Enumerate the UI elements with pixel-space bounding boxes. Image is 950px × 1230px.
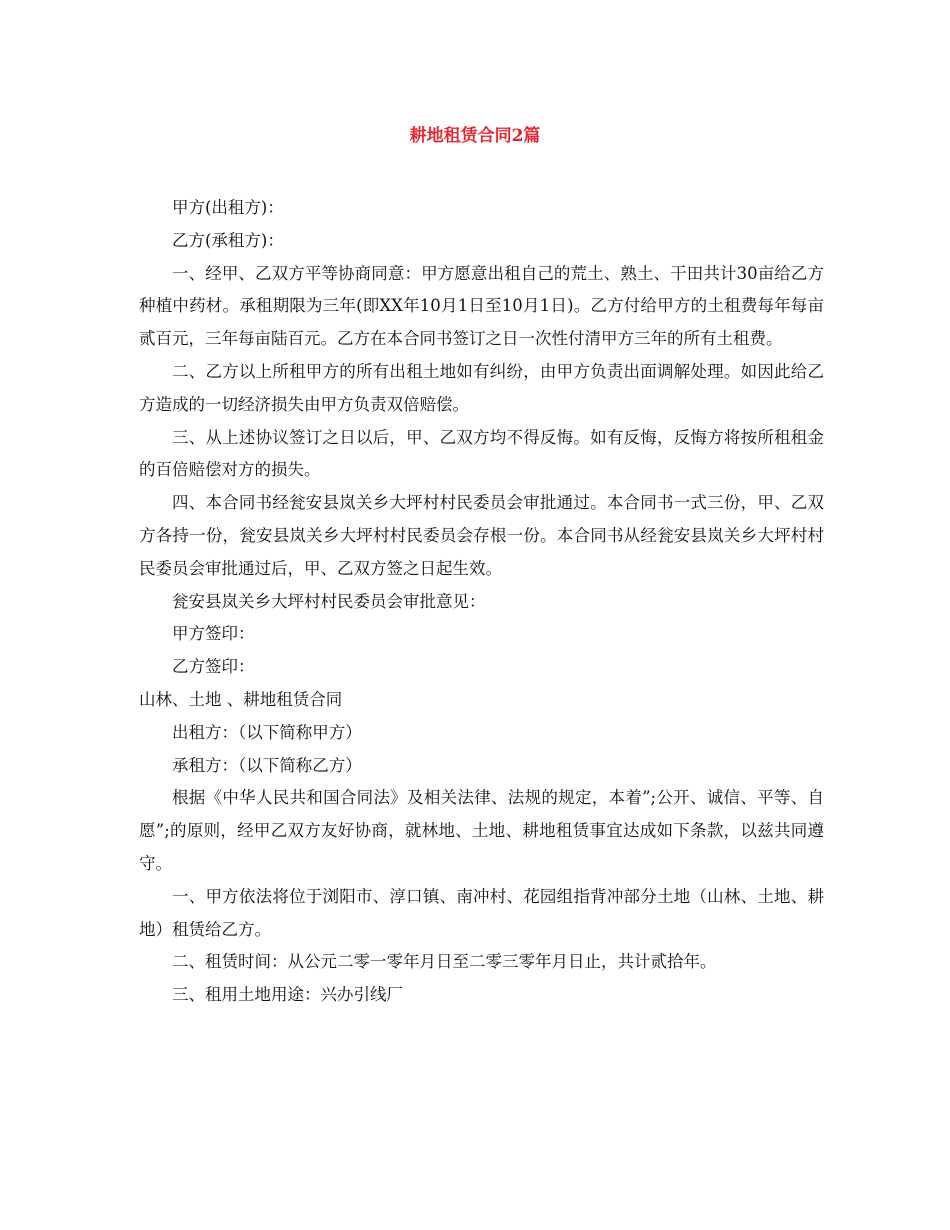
paragraph-clause-2: 二、乙方以上所租甲方的所有出租土地如有纠纷，由甲方负责出面调解处理。如因此给乙方造成的一切经济损失由甲方负责双倍赔偿。	[139, 361, 824, 414]
second-contract-heading: 山林、土地 、耕地租赁合同	[139, 689, 343, 709]
paragraph-lessee-2: 承租方：（以下简称乙方）	[172, 755, 362, 775]
paragraph-lessee: 乙方(承租方)：	[172, 230, 284, 250]
page-title: 耕地租赁合同2篇	[409, 126, 541, 146]
paragraph-party-b-signature: 乙方签印：	[172, 657, 255, 677]
paragraph-term-3: 三、租用土地用途：兴办引线厂	[172, 985, 403, 1005]
paragraph-preamble: 根据《中华人民共和国合同法》及相关法律、法规的规定，本着”;公开、诚信、平等、自愿”;的原则，经甲乙双方友好协商，就林地、土地、耕地租赁事宜达成如下条款，以兹共同遵守。	[139, 788, 824, 873]
paragraph-term-2: 二、租赁时间：从公元二零一零年月日至二零三零年月日止，共计贰拾年。	[172, 952, 717, 972]
paragraph-term-1: 一、甲方依法将位于浏阳市、淳口镇、南冲村、花园组指背冲部分土地（山林、土地、耕地）租赁给乙方。	[139, 886, 824, 939]
paragraph-clause-4: 四、本合同书经瓮安县岚关乡大坪村村民委员会审批通过。本合同书一式三份，甲、乙双方各持一份，瓮安县岚关乡大坪村村民委员会存根一份。本合同书从经瓮安县岚关乡大坪村村民委员会审批通过后，甲、乙双方签之日起生效。	[139, 493, 824, 578]
paragraph-lessor: 甲方(出租方)：	[172, 198, 284, 217]
paragraph-party-a-signature: 甲方签印：	[172, 624, 255, 644]
paragraph-clause-3: 三、从上述协议签订之日以后，甲、乙双方均不得反悔。如有反悔，反悔方将按所租租金的百倍赔偿对方的损失。	[139, 427, 824, 480]
paragraph-clause-1: 一、经甲、乙双方平等协商同意：甲方愿意出租自己的荒土、熟土、干田共计30亩给乙方种植中药材。承租期限为三年(即XX年10月1日至10月1日)。乙方付给甲方的土租费每年每亩贰百元，三年每亩陆百元。乙方在本合同书签订之日一次性付清甲方三年的所有土租费。	[139, 263, 824, 349]
paragraph-lessor-2: 出租方：（以下简称甲方）	[172, 722, 362, 742]
document-body	[139, 192, 824, 1012]
paragraph-approval: 瓮安县岚关乡大坪村村民委员会审批意见：	[172, 591, 486, 611]
